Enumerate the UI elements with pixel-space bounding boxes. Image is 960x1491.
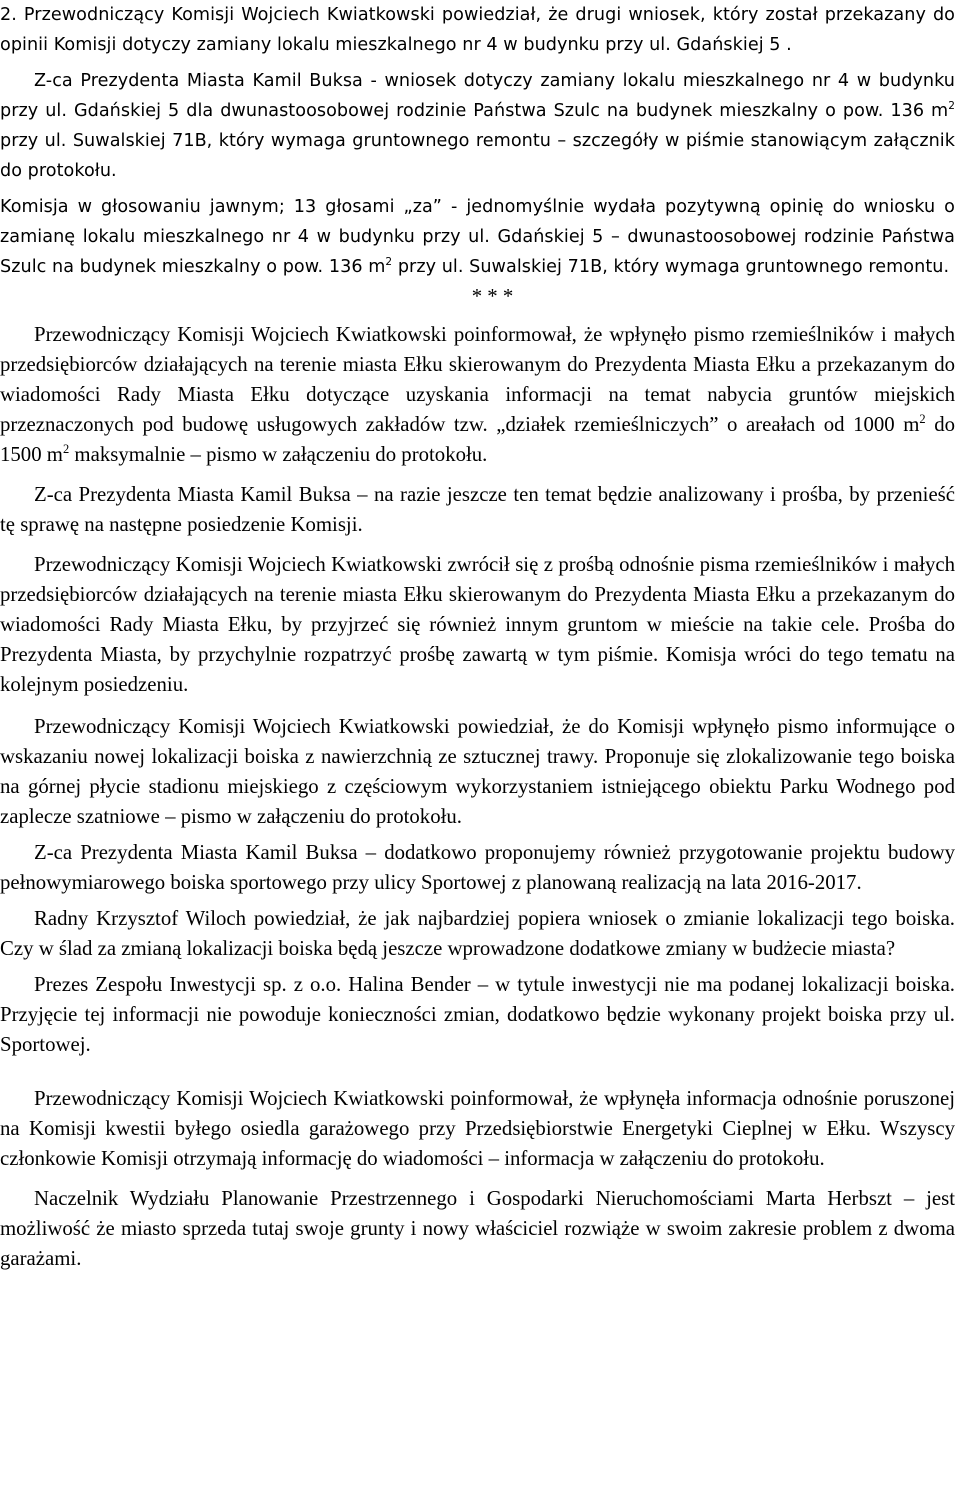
paragraph-text: przy ul. Suwalskiej 71B, który wymaga gruntownego remontu.	[392, 257, 950, 277]
paragraph-chairman-request: Przewodniczący Komisji Wojciech Kwiatkowski zwrócił się z prośbą odnośnie pisma rzemieślników i małych przedsiębiorców działających na terenie miasta Ełku skierowanym do Prezydenta Miasta Ełku a przekazanym do wiadomości Rady Miasta Ełku, by przyjrzeć się również innym gruntom w mieście na takie cele. Prośba do Prezydenta Miasta, by przychylnie rozpatrzyć prośbę zawartą w tym piśmie. Komisja wróci do tego tematu na kolejnym posiedzeniu.	[0, 553, 955, 696]
superscript: 2	[948, 100, 955, 113]
section-separator: * * *	[471, 285, 514, 308]
paragraph-text: maksymalnie – pismo w załączeniu do protokołu.	[69, 443, 488, 466]
paragraph-text: do 1500 m	[0, 413, 955, 466]
paragraph-text: 2. Przewodniczący Komisji Wojciech Kwiatkowski powiedział, że drugi wniosek, który został przekazany do opinii Komisji dotyczy zamiany lokalu mieszkalnego nr 4 w budynku przy ul. Gdańskiej 5 .	[0, 5, 955, 55]
paragraph-sports-pitch-project: Z-ca Prezydenta Miasta Kamil Buksa – dodatkowo proponujemy również przygotowanie projektu budowy pełnowymiarowego boiska sportowego przy ulicy Sportowej z planowaną realizacją na lata 2016-2017.	[0, 841, 955, 894]
paragraph-text: Przewodniczący Komisji Wojciech Kwiatkowski poinformował, że wpłynęło pismo rzemieślników i małych przedsiębiorców działających na terenie miasta Ełku skierowanym do Prezydenta Miasta Ełku a przekazanym do wiadomości Rady Miasta Ełku dotyczące uzyskania informacji na temat nabycia gruntów miejskich przeznaczonych pod budowę usługowych zakładów tzw. „działek rzemieślniczych” o areałach od 1000 m	[0, 323, 955, 436]
paragraph-garage-estate: Przewodniczący Komisji Wojciech Kwiatkowski poinformował, że wpłynęła informacja odnośnie poruszonej na Komisji kwestii byłego osiedla garażowego przy Przedsiębiorstwie Energetyki Cieplnej w Ełku. Wszyscy członkowie Komisji otrzymają informację do wiadomości – informacja w załączeniu do protokołu.	[0, 1087, 955, 1170]
paragraph-second-application	[0, 0, 955, 60]
paragraph-text: Z-ca Prezydenta Miasta Kamil Buksa - wniosek dotyczy zamiany lokalu mieszkalnego nr 4 w budynku przy ul. Gdańskiej 5 dla dwunastoosobowej rodzinie Państwa Szulc na budynek mieszkalny o pow. 136 m	[0, 71, 955, 121]
paragraph-planning-head: Naczelnik Wydziału Planowanie Przestrzennego i Gospodarki Nieruchomościami Marta Herbszt – jest możliwość że miasto sprzeda tutaj swoje grunty i nowy właściciel rozwiąże w swoim zakresie problem z dwoma garażami.	[0, 1187, 955, 1270]
superscript: 2	[385, 256, 393, 269]
paragraph-deputy-mayor-statement	[0, 66, 955, 186]
paragraph-vote-result	[0, 192, 955, 282]
paragraph-text: Komisja w głosowaniu jawnym; 13 głosami „za” - jednomyślnie wydała pozytywną opinię do wniosku o zamianę lokalu mieszkalnego nr 4 w budynku przy ul. Gdańskiej 5 – dwunastoosobowej rodzinie Państwa Szulc na budynek mieszkalny o pow. 136 m	[0, 197, 955, 277]
paragraph-councillor-question: Radny Krzysztof Wiloch powiedział, że jak najbardziej popiera wniosek o zmianie lokalizacji tego boiska. Czy w ślad za zmianą lokalizacji boiska będą jeszcze wprowadzone dodatkowe zmiany w budżecie miasta?	[0, 907, 955, 960]
paragraph-deputy-mayor-reply: Z-ca Prezydenta Miasta Kamil Buksa – na razie jeszcze ten temat będzie analizowany i prośba, by przenieść tę sprawę na następne posiedzenie Komisji.	[0, 483, 955, 536]
superscript: 2	[919, 411, 926, 426]
paragraph-pitch-location: Przewodniczący Komisji Wojciech Kwiatkowski powiedział, że do Komisji wpłynęło pismo informujące o wskazaniu nowej lokalizacji boiska z nawierzchnią ze sztucznej trawy. Proponuje się zlokalizowanie tego boiska na górnej płycie stadionu miejskiego z częściowym wykorzystaniem istniejącego obiektu Parku Wodnego pod zaplecze szatniowe – pismo w załączeniu do protokołu.	[0, 715, 955, 828]
paragraph-investment-reply: Prezes Zespołu Inwestycji sp. z o.o. Halina Bender – w tytule inwestycji nie ma podanej lokalizacji boiska. Przyjęcie tej informacji nie powoduje konieczności zmian, dodatkowo będzie wykonany projekt boiska przy ul. Sportowej.	[0, 973, 955, 1056]
paragraph-text: przy ul. Suwalskiej 71B, który wymaga gruntownego remontu – szczegóły w piśmie stanowiącym załącznik do protokołu.	[0, 131, 955, 181]
superscript: 2	[62, 441, 70, 456]
paragraph-craftsmen-letter	[0, 320, 955, 470]
